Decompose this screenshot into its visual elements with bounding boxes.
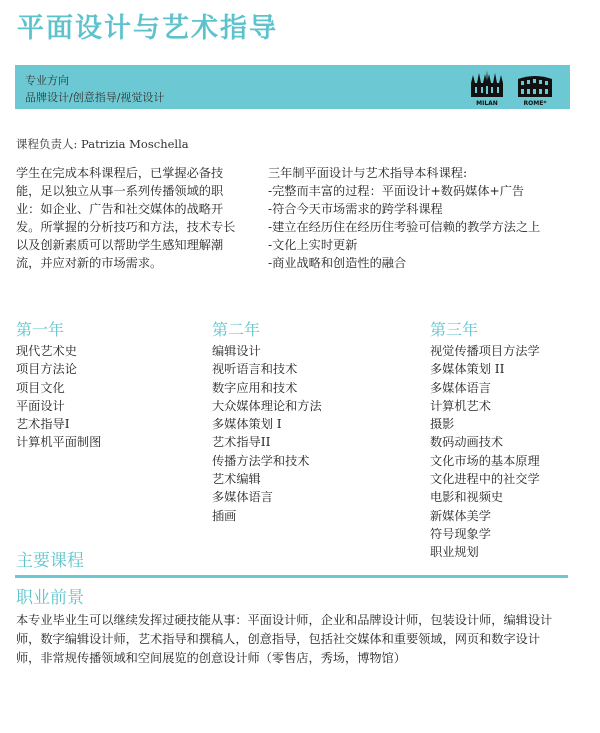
page-title: 平面设计与艺术指导 [17, 13, 278, 44]
course-item: 艺术指导I [16, 417, 70, 432]
course-item: 视觉传播项目方法学 [430, 344, 540, 358]
course-item: 多媒体策划 I [212, 417, 282, 432]
year2-courses [212, 342, 322, 525]
course-item: 项目方法论 [16, 362, 77, 377]
course-item: 编辑设计 [212, 344, 261, 358]
course-item: 大众媒体理论和方法 [212, 398, 322, 413]
course-item: 插画 [212, 508, 237, 523]
intro-paragraph: 学生在完成本科课程后，已掌握必备技能，足以独立从事一系列传播领域的职业：如企业、广告和社交媒体的战略开发。所掌握的分析技巧和方法，技术专长以及创新素质可以帮助学生感知理解潮流，并应对新的市场需求。 [16, 166, 236, 270]
city-name: MILAN [476, 100, 498, 107]
main-courses-heading: 主要课程 [16, 551, 84, 571]
year1-heading: 第一年 [16, 320, 65, 339]
course-item: 数码动画技术 [430, 435, 504, 450]
city-rome [515, 69, 555, 107]
course-item: 计算机平面制图 [16, 435, 102, 450]
course-item: 传播方法学和技术 [212, 453, 310, 468]
program-point: -文化上实时更新 [268, 238, 358, 252]
program-point: -完整而丰富的过程：平面设计+数码媒体+广告 [268, 184, 525, 198]
program-point: -商业战略和创造性的融合 [268, 256, 407, 270]
career-heading: 职业前景 [16, 588, 84, 608]
course-item: 艺术编辑 [212, 472, 261, 487]
course-item: 视听语言和技术 [212, 362, 298, 377]
course-leader: 课程负责人: Patrizia Moschella [16, 137, 189, 151]
course-item: 平面设计 [16, 398, 65, 413]
course-item: 文化进程中的社交学 [430, 472, 540, 487]
course-item: 摄影 [430, 417, 455, 432]
year2-heading: 第二年 [212, 320, 261, 339]
program-heading: 三年制平面设计与艺术指导本科课程: [268, 166, 468, 180]
course-item: 计算机艺术 [430, 398, 491, 413]
program-highlights [268, 164, 588, 272]
course-item: 职业规划 [430, 545, 479, 560]
program-point: -符合今天市场需求的跨学科课程 [268, 202, 443, 216]
career-paragraph: 本专业毕业生可以继续发挥过硬技能从事：平面设计师，企业和品牌设计师，包装设计师，编辑设计师，数字编辑设计师，艺术指导和撰稿人，创意指导，包括社交媒体和重要领域，网页和数字设计师，非常规传播领域和空间展览的创意设计师（零售店，秀场，博物馆） [16, 613, 553, 665]
course-item: 现代艺术史 [16, 344, 77, 358]
specialization-list: 品牌设计/创意指导/视觉设计 [25, 91, 165, 104]
course-item: 电影和视频史 [430, 490, 504, 505]
course-item: 文化市场的基本原理 [430, 453, 540, 468]
city-milan [467, 69, 507, 107]
course-item: 多媒体语言 [212, 490, 273, 505]
course-item: 艺术指导II [212, 435, 271, 450]
program-point: -建立在经历住在经历住考验可信赖的教学方法之上 [268, 220, 541, 234]
course-item: 多媒体语言 [430, 380, 491, 395]
course-item: 数字应用和技术 [212, 380, 298, 395]
year3-heading: 第三年 [430, 320, 479, 339]
colosseum-icon [515, 69, 555, 99]
year3-courses [430, 342, 540, 562]
section-divider [15, 575, 568, 578]
specialization-banner [15, 65, 570, 109]
course-item: 多媒体策划 II [430, 362, 505, 377]
course-item: 新媒体美学 [430, 508, 491, 523]
course-item: 项目文化 [16, 380, 65, 395]
year1-courses [16, 342, 101, 452]
course-item: 符号现象学 [430, 526, 491, 541]
milan-cathedral-icon [467, 69, 507, 99]
city-name: ROME* [523, 100, 547, 107]
specialization-label: 专业方向 [25, 74, 69, 87]
